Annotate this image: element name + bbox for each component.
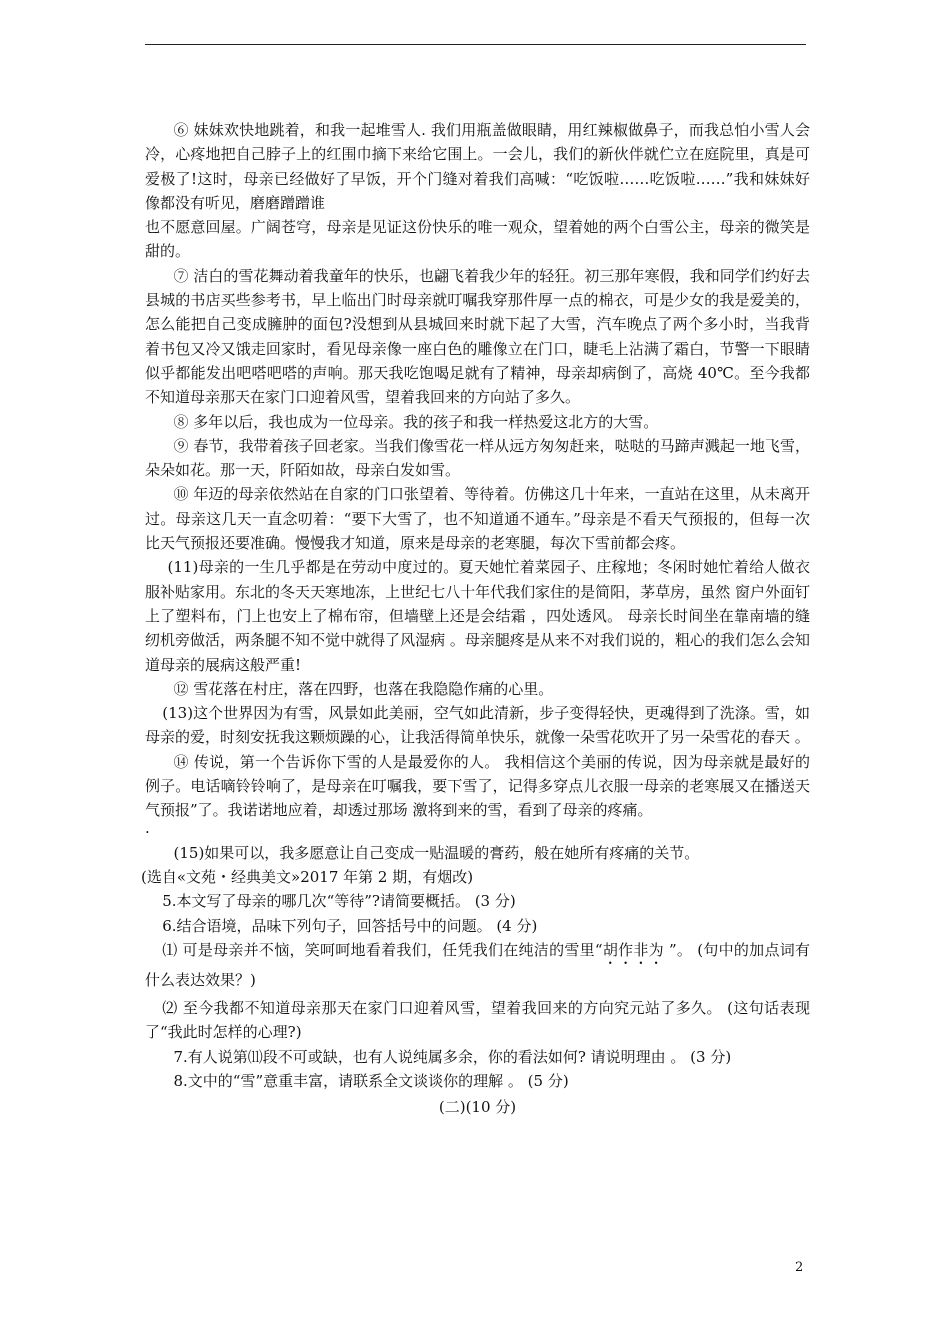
- question-5: 5.本文写了母亲的哪几次“等待”?请简要概括。 (3 分): [162, 892, 516, 911]
- paragraph-8: ⑧ 多年以后，我也成为一位母亲。我的孩子和我一样热爱这北方的大雪。: [173, 412, 659, 431]
- paragraph-9: ⑨ 春节，我带着孩子回老家。当我们像雪花一样从远方匆匆赶来，哒哒的马蹄声溅起一地飞雪，朵朵如花。那一天，阡陌如故，母亲白发如雪。: [145, 436, 810, 480]
- question-6-part-1-dotted-phrase: 胡作非为: [602, 940, 664, 959]
- question-6-part-1-before: ⑴ 可是母亲并不恼，笑呵呵地看着我们，任凭我们在纯洁的雪里“: [162, 940, 603, 959]
- question-7: 7.有人说第⑾段不可或缺，也有人说纯属多余，你的看法如何? 请说明理由 。 (3 分): [173, 1047, 732, 1066]
- document-body: [141, 118, 810, 1120]
- paragraph-11: (11)母亲的一生几乎都是在劳动中度过的。夏天她忙着菜园子、庄稼地；冬闲时她忙着给人做衣服补贴家用。东北的冬天天寒地冻，上世纪七八十年代我们家住的是简阳，茅草房，虽然 窗户外面钉上了塑料布，门上也安上了棉布帘，但墙壁上还是会结霜 ，四处透风。 母亲长时间坐在靠南墙的缝纫机旁做活，两条腿不知不觉中就得了风湿病 。母亲腿疼是从来不对我们说的，粗心的我们怎么会知道母亲的展病这般严重!: [145, 558, 810, 674]
- question-6-part-1: [145, 938, 810, 992]
- question-6: 6.结合语境，品味下列句子，回答括号中的问题。 (4 分): [162, 916, 538, 935]
- paragraph-13: (13)这个世界因为有雪，风景如此美丽，空气如此清新，步子变得轻快，更魂得到了洗涤。雪，如母亲的爱，时刻安抚我这颗烦躁的心，让我活得简单快乐，就像一朵雪花吹开了另一朵雪花的春天 。: [145, 704, 810, 747]
- stray-dot: .: [145, 818, 150, 837]
- page-number: 2: [795, 1260, 804, 1275]
- header-rule: [145, 44, 806, 45]
- question-6-part-2: ⑵ 至今我都不知道母亲那天在家门口迎着风雪，望着我回来的方向究元站了多久。 (这句话表现了“我此时怎样的心理?): [145, 999, 810, 1042]
- paragraph-6: ⑥ 妹妹欢快地跳着，和我一起堆雪人. 我们用瓶盖做眼睛，用红辣椒做鼻子，而我总怕小雪人会冷，心疼地把自己脖子上的红围巾摘下来给它围上。一会儿，我们的新伙伴就伫立在庭院里，真是可爱极了!这时，母亲已经做好了早饭，开个门缝对着我们高喊：“吃饭啦……吃饭啦……”我和妹妹好像都没有听见，磨磨蹭蹭谁: [145, 121, 810, 212]
- paragraph-15: (15)如果可以，我多愿意让自己变成一贴温暖的膏药，般在她所有疼痛的关节。: [173, 843, 700, 862]
- paragraph-7: ⑦ 洁白的雪花舞动着我童年的快乐，也翩飞着我少年的轻狂。初三那年寒假，我和同学们约好去县城的书店买些参考书，早上临出门时母亲就叮嘱我穿那件厚一点的棉衣，可是少女的我是爱美的，怎么能把自己变成臃肿的面包?没想到从县城回来时就下起了大雪，汽车晚点了两个多小时，当我背着书包又冷又饿走回家时，看见母亲像一座白色的雕像立在门口，睫毛上沾满了霜白，节警一下眼睛似乎都能发出吧嗒吧嗒的声响。那天我吃饱喝足就有了精神，母亲却病倒了，高烧 40℃。至今我都不知道母亲那天在家门口迎着风雪，望着我回来的方向站了多久。: [145, 266, 810, 407]
- paragraph-10: ⑩ 年迈的母亲依然站在自家的门口张望着、等待着。仿佛这几十年来，一直站在这里，从未离开过。母亲这几天一直念叨着：“要下大雪了，也不知道通不通车。”母亲是不看天气预报的，但每一次比天气预报还要准确。慢慢我才知道，原来是母亲的老寒腿，每次下雪前都会疼。: [145, 485, 810, 553]
- section-heading: (二)(10 分): [438, 1098, 517, 1117]
- source-citation: (选自«文苑・经典美文»2017 年第 2 期，有烟改): [141, 867, 474, 886]
- paragraph-6-continued: 也不愿意回屋。广阔苍穹，母亲是见证这份快乐的唯一观众，望着她的两个白雪公主，母亲的微笑是甜的。: [145, 218, 810, 261]
- question-6-part-1-after: ”。 (句中的加点词有什么表达效果？): [145, 940, 810, 989]
- paragraph-14: ⑭ 传说，第一个告诉你下雪的人是最爱你的人。 我相信这个美丽的传说，因为母亲就是最好的例子。电话嘀铃铃响了，是母亲在叮嘱我，要下雪了，记得多穿点儿衣服一母亲的老寒展又在播送天气预报”了。我诺诺地应着，却透过那场 激将到来的雪，看到了母亲的疼痛。: [145, 752, 810, 820]
- question-8: 8.文中的“雪”意重丰富，请联系全文谈谈你的理解 。 (5 分): [173, 1071, 569, 1090]
- paragraph-12: ⑫ 雪花落在村庄，落在四野，也落在我隐隐作痛的心里。: [173, 679, 554, 698]
